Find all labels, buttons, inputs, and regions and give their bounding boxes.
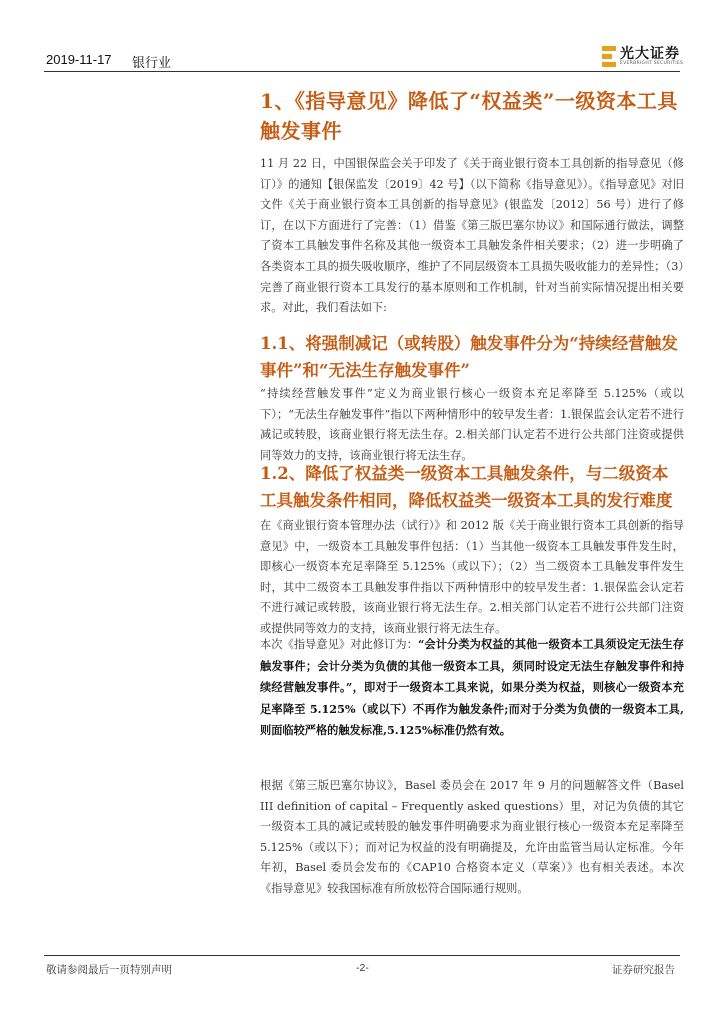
subsection-1-2-paragraph-1: 在《商业银行资本管理办法（试行）》和 2012 版《关于商业银行资本工具创新的指导意见》中，一级资本工具触发事件包括：（1）当其他一级资本工具触发事件发生时，即核心一级资本充足率降至 5.125%（或以下）；（2）当二级资本工具触发事件发生时，其中二级资本工具触发事件指以下两种情形中的较早发生者：1.银保监会认定若不进行减记或转股，该商业银行将无法生存。2.相关部门认定若不进行公共部门注资或提供同等效力的支持，该商业银行将无法生存。 — [260, 519, 684, 635]
section-title: 1、《指导意见》降低了“权益类”一级资本工具触发事件 — [260, 89, 678, 143]
footer-disclaimer: 敬请参阅最后一页特别声明 — [46, 964, 172, 976]
subsection-1-2-title: 1.2、降低了权益类一级资本工具触发条件，与二级资本工具触发条件相同，降低权益类一级资本工具的发行难度 — [260, 464, 673, 510]
revision-bold-text: “会计分类为权益的其他一级资本工具须设定无法生存触发事件；会计分类为负债的其他一级资本工具，须同时设定无法生存触发事件和持续经营触发事件。”，即对于一级资本工具来说，如果分类为权益，则核心一级资本充足率降至 5.125%（或以下）不再作为触发条件;而对于分类为负债的一级资本工具,则面临较严格的触发标准,5.125%标准仍然有效。 — [260, 637, 684, 738]
footer-divider — [44, 955, 680, 956]
report-sector: 银行业 — [132, 56, 172, 71]
logo-mark-icon — [602, 46, 616, 68]
report-date: 2019-11-17 — [46, 52, 112, 67]
revision-lead-text: 本次《指导意见》对此修订为： — [260, 638, 418, 651]
footer-doc-type: 证券研究报告 — [612, 964, 675, 976]
subsection-1-2-paragraph-2 — [260, 634, 684, 742]
subsection-1-1-paragraph: “持续经营触发事件”定义为商业银行核心一级资本充足率降至 5.125%（或以下）；“无法生存触发事件”指以下两种情形中的较早发生者：1.银保监会认定若不进行减记或转股，该商业银行将无法生存。2.相关部门认定若不进行公共部门注资或提供同等效力的支持，该商业银行将无法生存。 — [260, 387, 684, 462]
subsection-1-1-title: 1.1、将强制减记（或转股）触发事件分为“持续经营触发事件”和“无法生存触发事件” — [260, 334, 678, 380]
intro-paragraph: 11 月 22 日，中国银保监会关于印发了《关于商业银行资本工具创新的指导意见（修订）》的通知【银保监发〔2019〕42 号】（以下简称《指导意见》）。《指导意见》对旧文件《关于商业银行资本工具创新的指导意见》(银监发〔2012〕56 号）进行了修订，在以下方面进行了完善：（1）借鉴《第三版巴塞尔协议》和国际通行做法，调整了资本工具触发事件名称及其他一级资本工具触发条件相关要求；（2）进一步明确了各类资本工具的损失吸收顺序，维护了不同层级资本工具损失吸收能力的差异性；（3）完善了商业银行资本工具发行的基本原则和工作机制，针对当前实际情况提出相关要求。对此，我们看法如下: — [260, 157, 684, 315]
page-header — [0, 0, 724, 80]
header-divider — [44, 71, 680, 72]
page-number: -2- — [356, 962, 369, 974]
logo-name: 光大证券 — [620, 46, 680, 62]
logo-subtitle: EVERBRIGHT SECURITIES — [620, 61, 684, 66]
brand-logo — [602, 42, 682, 70]
subsection-1-2-paragraph-3: 根据《第三版巴塞尔协议》，Basel 委员会在 2017 年 9 月的问题解答文件（Basel III definition of capital – Frequently asked questions）里，对记为负债的其它一级资本工具的减记或转股的触发事件明确要求为商业银行核心一级资本充足率降至 5.125%（或以下）；而对记为权益的没有明确提及，允许由监管当局认定标准。今年年初，Basel 委员会发布的《CAP10 合格资本定义（草案）》也有相关表述。本次《指导意见》较我国标准有所放松符合国际通行规则。 — [260, 779, 684, 895]
